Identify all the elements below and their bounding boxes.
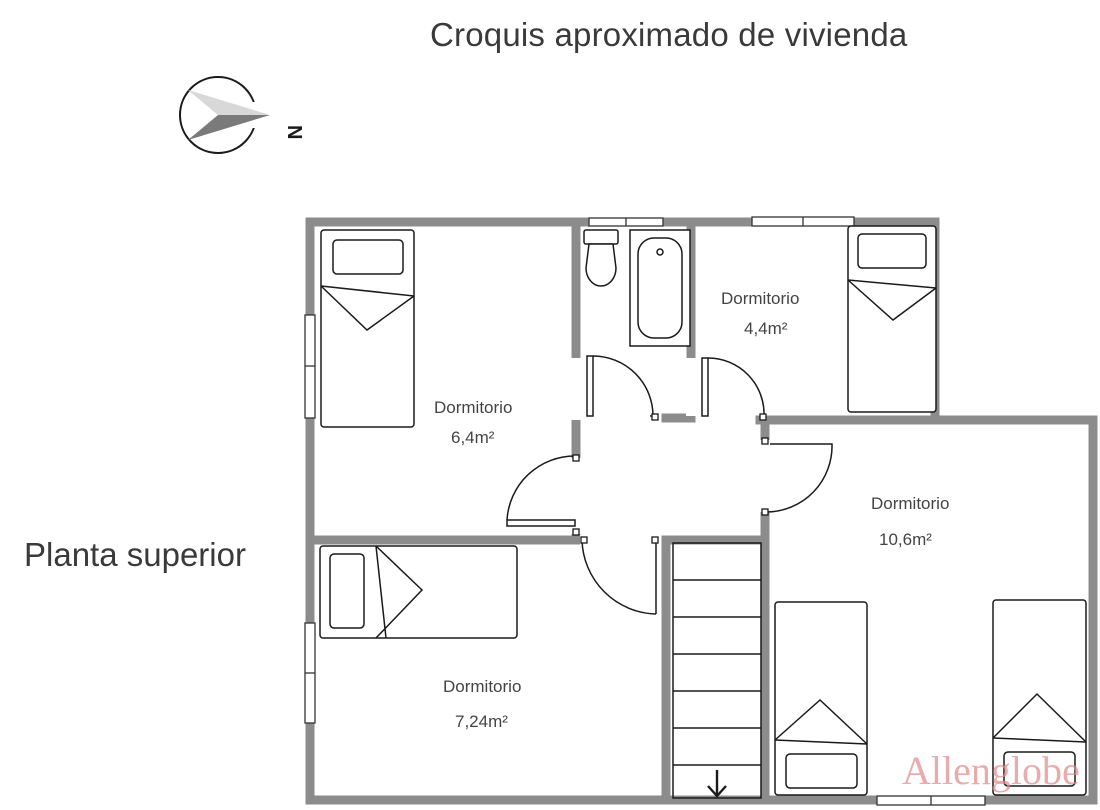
room-area: 6,4m² bbox=[451, 428, 495, 447]
room-name: Dormitorio bbox=[443, 677, 522, 696]
room-area: 7,24m² bbox=[455, 712, 508, 731]
floor-label: Planta superior bbox=[24, 536, 246, 573]
room-name: Dormitorio bbox=[721, 289, 800, 308]
walls bbox=[310, 222, 1093, 800]
staircase bbox=[673, 543, 761, 798]
compass-letter: N bbox=[283, 125, 305, 140]
room-area: 10,6m² bbox=[879, 530, 932, 549]
watermark: Allenglobe bbox=[902, 748, 1080, 793]
bathroom-fixtures bbox=[584, 230, 690, 346]
page-title: Croquis aproximado de vivienda bbox=[430, 16, 908, 53]
room-name: Dormitorio bbox=[871, 494, 950, 513]
room-area: 4,4m² bbox=[744, 319, 788, 338]
beds bbox=[320, 226, 1086, 795]
room-name: Dormitorio bbox=[434, 398, 513, 417]
